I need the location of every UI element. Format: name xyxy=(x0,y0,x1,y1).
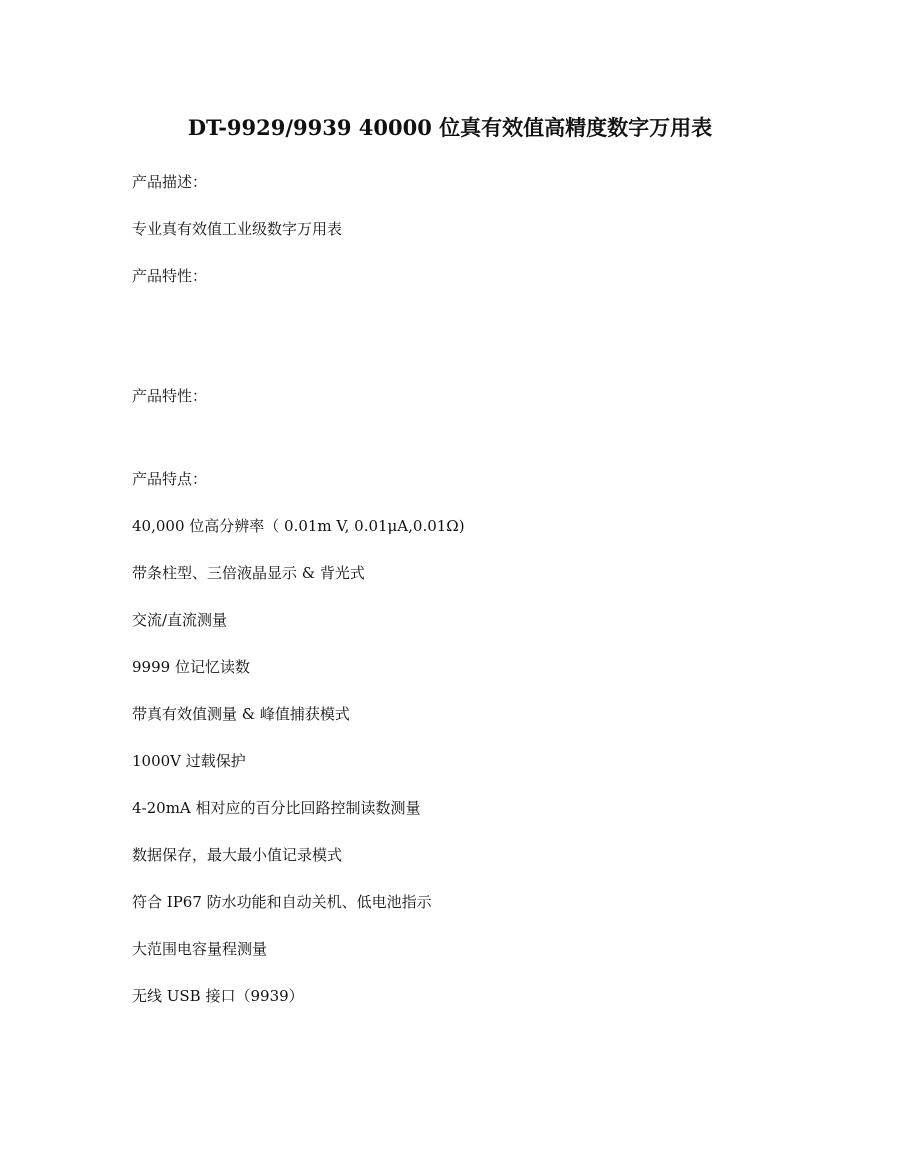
description-heading: 产品描述： xyxy=(132,173,208,191)
feature-item-overload: 1000V 过载保护 xyxy=(132,752,246,770)
features-heading: 产品特点： xyxy=(132,470,208,488)
feature-item-data-hold: 数据保存，最大最小值记录模式 xyxy=(132,846,343,864)
feature-item-usb: 无线 USB 接口（9939） xyxy=(132,987,304,1005)
feature-item-capacitance: 大范围电容量程测量 xyxy=(132,940,268,958)
document-title: DT-9929/9939 40000 位真有效值高精度数字万用表 xyxy=(187,115,713,140)
feature-item-ip67: 符合 IP67 防水功能和自动关机、低电池指示 xyxy=(132,893,432,911)
description-text: 专业真有效值工业级数字万用表 xyxy=(132,220,343,238)
feature-item-display: 带条柱型、三倍液晶显示 & 背光式 xyxy=(132,564,365,582)
feature-item-resolution: 40,000 位高分辨率（ 0.01m V, 0.01μA,0.01Ω) xyxy=(132,517,465,535)
feature-item-true-rms: 带真有效值测量 & 峰值捕获模式 xyxy=(132,705,350,723)
characteristics-heading-repeat: 产品特性： xyxy=(132,387,208,405)
feature-item-memory: 9999 位记忆读数 xyxy=(132,658,250,676)
characteristics-heading: 产品特性： xyxy=(132,267,208,285)
feature-item-ac-dc: 交流/直流测量 xyxy=(132,611,228,629)
feature-item-loop-control: 4-20mA 相对应的百分比回路控制读数测量 xyxy=(132,799,421,817)
